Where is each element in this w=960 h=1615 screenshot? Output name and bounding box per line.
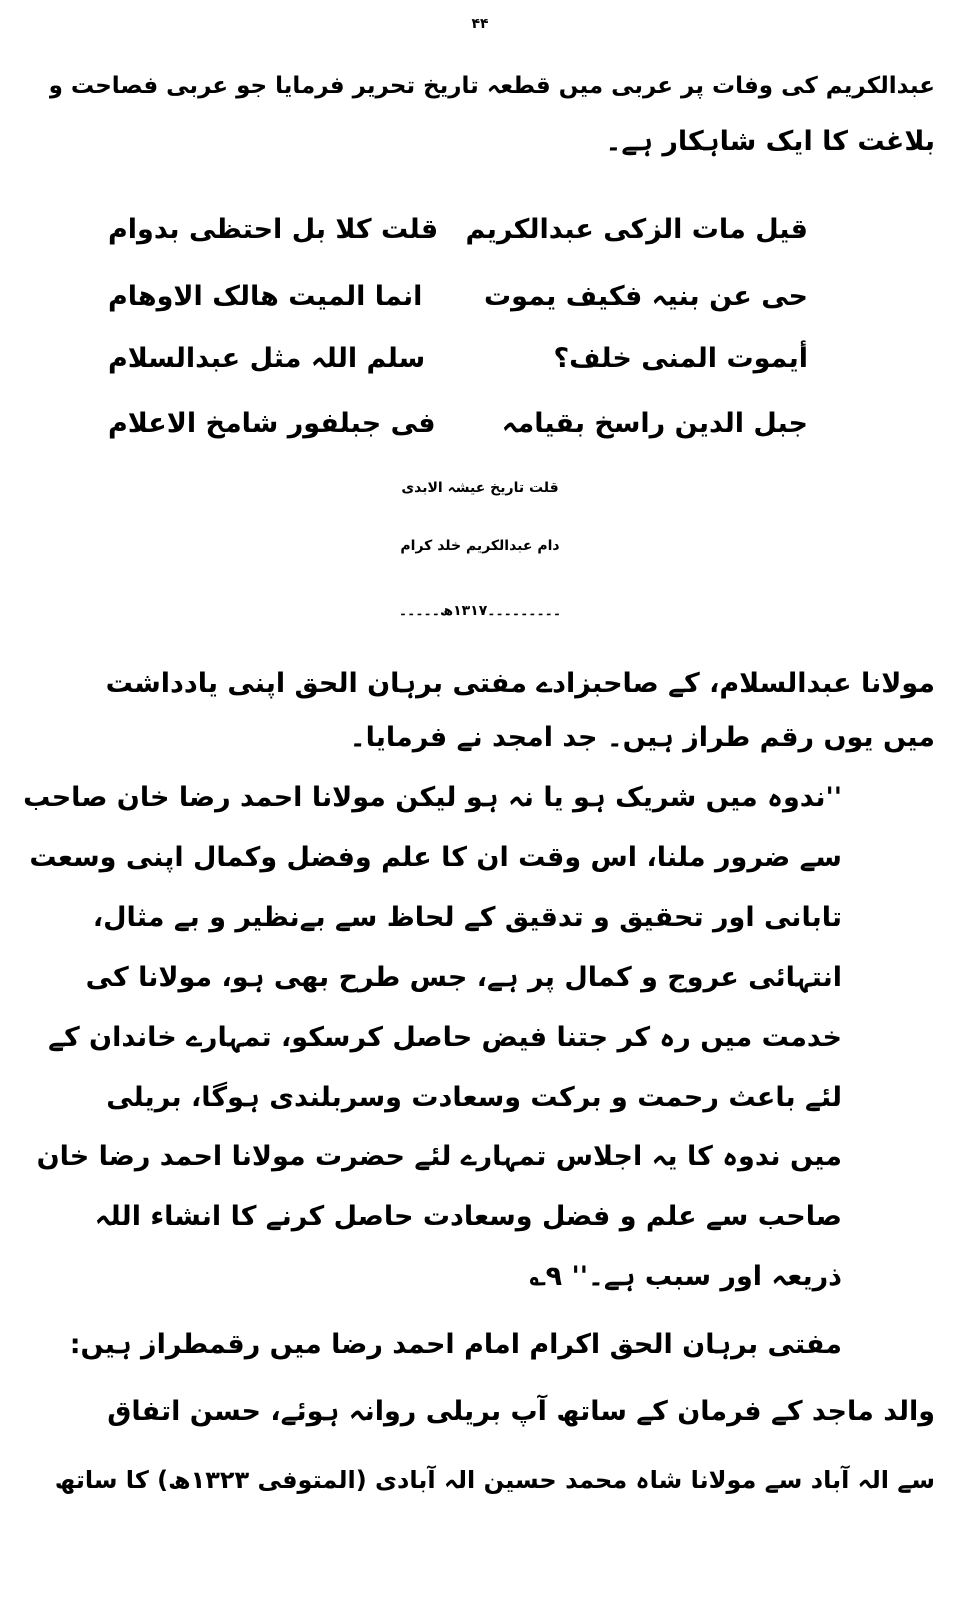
para1-line-1: مولانا عبدالسلام، کے صاحبزادے مفتی برہان الحق اپنی یادداشت — [105, 668, 935, 699]
quote-line-5: خدمت میں رہ کر جتنا فیض حاصل کرسکو، تمہارے خاندان کے — [48, 1022, 842, 1053]
quote-line-7: میں ندوہ کا یہ اجلاس تمہارے لئے حضرت مولانا احمد رضا خان — [36, 1141, 842, 1172]
intro-line-2: بلاغت کا ایک شاہکار ہے۔ — [605, 126, 935, 157]
quote-line-8: صاحب سے علم و فضل وسعادت حاصل کرنے کا انشاء اللہ — [94, 1201, 842, 1232]
year-line: ۔۔۔۔۔۔۔۔۔۱۳۱۷ھ۔۔۔۔۔ — [398, 603, 562, 619]
para2-line-3: سے الہ آباد سے مولانا شاہ محمد حسین الہ آبادی (المتوفی ۱۳۲۳ھ) کا ساتھ — [54, 1466, 935, 1494]
para2-line-1: مفتی برہان الحق اکرام امام احمد رضا میں رقمطراز ہیں: — [69, 1329, 842, 1360]
para1-line-2: میں یوں رقم طراز ہیں۔ جد امجد نے فرمایا۔ — [349, 722, 935, 753]
verse-3-first: أیموت المنی خلف؟ — [553, 343, 808, 374]
verse-4-second: فی جبلفور شامخ الاعلام — [108, 408, 436, 439]
verse-1-first: قیل مات الزکی عبدالکریم — [465, 214, 808, 245]
verse-2-second: انما المیت ھالک الاوھام — [108, 281, 423, 312]
page-number: ۴۴ — [471, 16, 489, 32]
intro-line-1: عبدالکریم کی وفات پر عربی میں قطعہ تاریخ تحریر فرمایا جو عربی فصاحت و — [48, 73, 935, 99]
para2-line-2: والد ماجد کے فرمان کے ساتھ آپ بریلی روانہ ہوئے، حسن اتفاق — [107, 1396, 935, 1427]
quote-line-4: انتہائی عروج و کمال پر ہے، جس طرح بھی ہو، مولانا کی — [85, 962, 842, 993]
verse-3-second: سلم اللہ مثل عبدالسلام — [108, 343, 426, 374]
chronogram-line-1: قلت تاریخ عیشہ الابدی — [401, 480, 559, 496]
verse-1-second: قلت کلا بل احتظی بدوام — [108, 214, 439, 245]
verse-4-first: جبل الدین راسخ بقیامہ — [501, 408, 808, 439]
quote-line-1: ''ندوہ میں شریک ہو یا نہ ہو لیکن مولانا احمد رضا خان صاحب — [23, 782, 842, 813]
quote-line-6: لئے باعث رحمت و برکت وسعادت وسربلندی ہوگا، بریلی — [106, 1082, 842, 1113]
verse-2-first: حی عن بنیہ فکیف یموت — [484, 281, 808, 312]
chronogram-line-2: دام عبدالکریم خلد کرام — [400, 538, 560, 554]
quote-line-2: سے ضرور ملنا، اس وقت ان کا علم وفضل وکمال اپنی وسعت — [29, 842, 842, 873]
quote-line-3: تابانی اور تحقیق و تدقیق کے لحاظ سے بےنظیر و بے مثال، — [92, 902, 842, 933]
quote-line-9: ذریعہ اور سبب ہے۔'' ۹؎ — [529, 1261, 842, 1292]
